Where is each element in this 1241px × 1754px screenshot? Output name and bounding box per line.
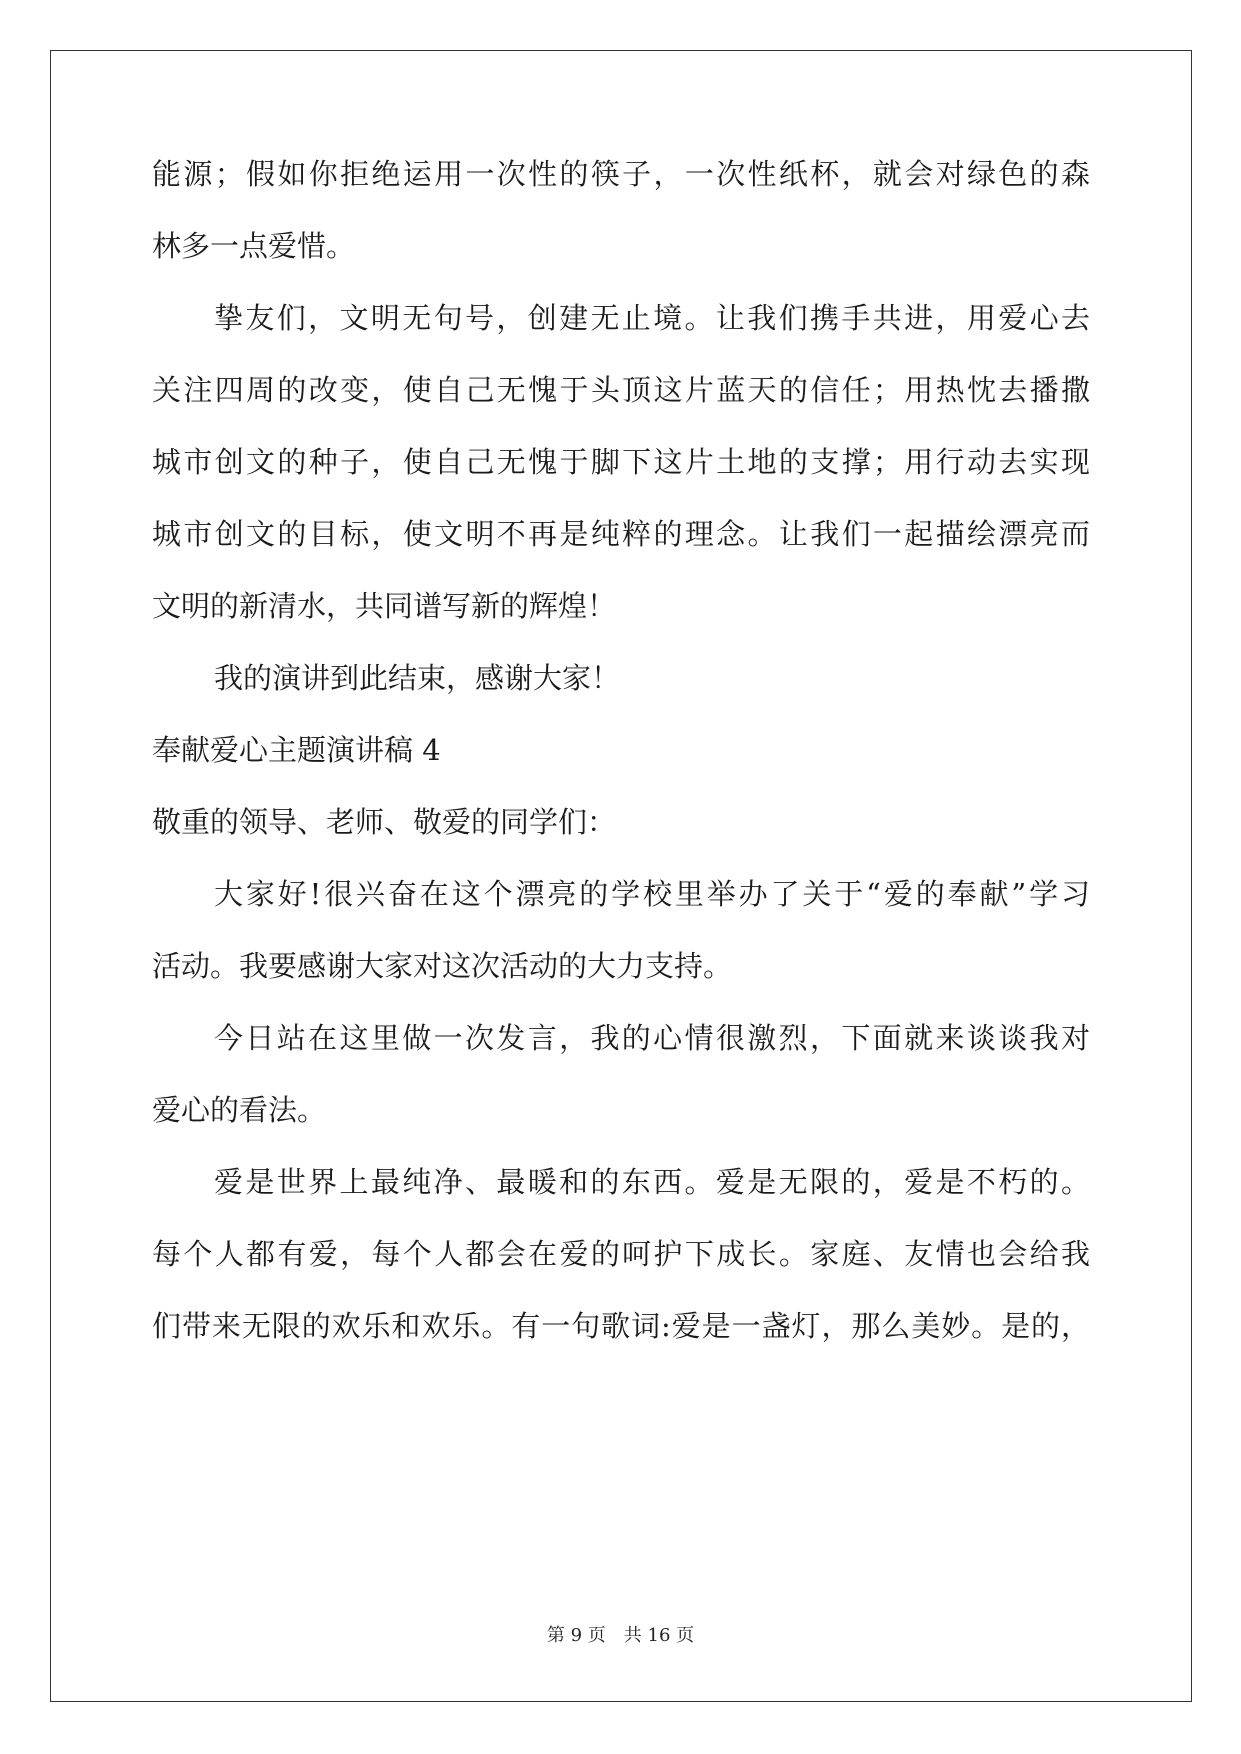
paragraph-line: 我的演讲到此结束，感谢大家！ (214, 661, 621, 695)
paragraph-line: 每个人都有爱，每个人都会在爱的呵护下成长。家庭、友情也会给我 (152, 1237, 1090, 1271)
paragraph-line: 城市创文的目标，使文明不再是纯粹的理念。让我们一起描绘漂亮而 (152, 517, 1090, 551)
paragraph-line: 文明的新清水，共同谱写新的辉煌！ (152, 589, 617, 623)
paragraph-line: 挚友们，文明无句号，创建无止境。让我们携手共进，用爱心去 (214, 301, 1090, 335)
paragraph-line: 林多一点爱惜。 (152, 229, 356, 263)
paragraph-line: 爱心的看法。 (152, 1093, 327, 1127)
page-footer: 第 9 页 共 16 页 (546, 1625, 695, 1646)
paragraph-line: 们带来无限的欢乐和欢乐。有一句歌词:爱是一盏灯，那么美妙。是的， (152, 1309, 1090, 1343)
section-heading: 奉献爱心主题演讲稿 4 (152, 733, 441, 767)
paragraph-line: 爱是世界上最纯净、最暖和的东西。爱是无限的，爱是不朽的。 (214, 1165, 1090, 1199)
paragraph-line: 关注四周的改变，使自己无愧于头顶这片蓝天的信任；用热忱去播撒 (152, 373, 1090, 407)
paragraph-line: 今日站在这里做一次发言，我的心情很激烈，下面就来谈谈我对 (214, 1021, 1090, 1055)
salutation: 敬重的领导、老师、敬爱的同学们： (152, 805, 617, 839)
paragraph-line: 活动。我要感谢大家对这次活动的大力支持。 (152, 949, 733, 983)
paragraph-line: 能源；假如你拒绝运用一次性的筷子，一次性纸杯，就会对绿色的森 (152, 157, 1090, 191)
paragraph-line: 大家好!很兴奋在这个漂亮的学校里举办了关于“爱的奉献”学习 (214, 877, 1090, 911)
paragraph-line: 城市创文的种子，使自己无愧于脚下这片土地的支撑；用行动去实现 (152, 445, 1090, 479)
